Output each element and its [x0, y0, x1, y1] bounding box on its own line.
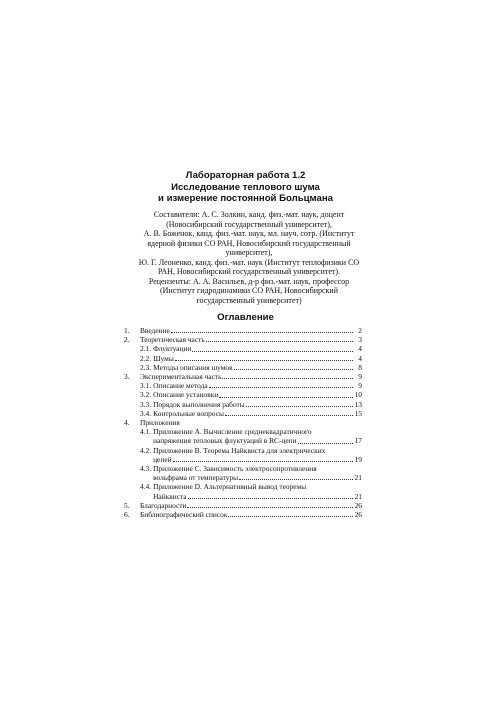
- toc-title-cont: цепей: [153, 454, 172, 464]
- toc-item[interactable]: [124, 446, 362, 464]
- toc-item[interactable]: [124, 501, 362, 510]
- toc-item[interactable]: [124, 510, 362, 519]
- toc-item[interactable]: [124, 409, 362, 418]
- toc-number: 2.: [124, 335, 130, 345]
- toc-title: Контрольные вопросы: [153, 408, 224, 418]
- toc-page: 9: [358, 381, 362, 391]
- toc-item[interactable]: [124, 418, 362, 427]
- toc-item[interactable]: [124, 363, 362, 372]
- toc-leader: [171, 332, 353, 333]
- toc-number: 3.4.: [140, 408, 152, 418]
- toc-title-cont: напряжения тепловых флуктуаций в RC-цепи: [153, 436, 297, 446]
- toc-item[interactable]: [124, 335, 362, 344]
- toc-page: 21: [354, 473, 362, 483]
- toc-page: 15: [354, 408, 362, 418]
- toc-title: Шумы: [153, 353, 174, 363]
- toc-title: Флуктуации: [153, 344, 192, 354]
- toc-page: 13: [354, 399, 362, 409]
- toc-page: 10: [354, 390, 362, 400]
- toc-page: 8: [358, 362, 362, 372]
- toc-leader: [209, 387, 353, 388]
- toc-leader: [222, 378, 353, 379]
- author-line: (Новосибирский государственный университет),: [166, 219, 332, 229]
- toc-page: 26: [354, 500, 362, 510]
- toc-page: 9: [358, 372, 362, 382]
- author-line: А. В. Боженок, канд. физ.-мат. наук, мл. науч. сотр. (Институт: [143, 229, 355, 238]
- title-line-2: Исследование теплового шума: [171, 181, 320, 193]
- toc-leader: [206, 341, 353, 342]
- toc-leader: [175, 360, 353, 361]
- toc-title: Приложение A. Вычисление среднеквадратичного: [153, 427, 312, 437]
- toc-title: Методы описания шумов: [153, 362, 233, 372]
- toc-item[interactable]: [124, 400, 362, 409]
- toc-number: 1.: [124, 326, 130, 335]
- author-line: Ю. Г. Леоненко, канд. физ.-мат. наук (Институт теплофизики СО: [138, 257, 360, 267]
- toc-page: 26: [354, 510, 362, 520]
- toc-title: Приложение B. Теорема Найквиста для электрических: [153, 445, 326, 455]
- author-line: РАН, Новосибирский государственный университет).: [157, 267, 341, 276]
- toc-number: 4.: [124, 418, 130, 428]
- toc-item[interactable]: [124, 464, 362, 482]
- toc-title: Описание метода: [153, 381, 208, 391]
- toc-number: 4.2.: [140, 445, 152, 455]
- reviewer-line: Рецензенты: А. А. Васильев, д-р физ.-мат. наук, профессор: [148, 276, 350, 286]
- reviewer-line: (Институт гидродинамики СО РАН, Новосибирский: [159, 286, 338, 295]
- toc-item[interactable]: [124, 390, 362, 399]
- toc-title: Библиографический список: [140, 510, 228, 520]
- toc-number: 6.: [124, 510, 130, 520]
- toc-number: 3.: [124, 372, 130, 382]
- toc-item[interactable]: [124, 354, 362, 363]
- toc-number: 2.2.: [140, 353, 152, 363]
- toc-page: 4: [358, 353, 362, 363]
- toc-leader: [188, 498, 353, 499]
- toc-leader: [298, 443, 353, 444]
- toc-leader: [234, 369, 353, 370]
- toc-number: 4.1.: [140, 427, 152, 437]
- toc-title: Приложение C. Зависимость электросопротивления: [153, 464, 317, 474]
- title-block: [0, 170, 491, 205]
- title-line-1: Лабораторная работа 1.2: [185, 170, 306, 181]
- toc-title: Теоретическая часть: [140, 335, 205, 345]
- toc-leader: [228, 516, 353, 517]
- toc-leader: [239, 479, 353, 480]
- reviewer-line: государственный университет): [196, 295, 302, 305]
- toc-heading: Оглавление: [217, 312, 274, 323]
- toc-title: Порядок выполнения работы: [153, 399, 245, 409]
- toc-title: Приложение D. Альтернативный вывод теоремы: [153, 482, 307, 492]
- author-line: университет),: [225, 248, 273, 257]
- toc-leader: [187, 507, 353, 508]
- toc-title: Приложения: [140, 418, 180, 428]
- toc-number: 4.4.: [140, 482, 152, 492]
- toc-title: Экспериментальная часть: [140, 372, 222, 382]
- title-line-3: и измерение постоянной Больцмана: [158, 193, 333, 204]
- toc-title: Описание установки: [153, 390, 219, 400]
- toc-page: 2: [358, 326, 362, 335]
- toc-page: 21: [354, 491, 362, 501]
- toc-page: 17: [354, 436, 362, 446]
- toc-title-cont: Найквиста: [153, 491, 187, 501]
- toc-item[interactable]: [124, 372, 362, 381]
- toc-leader: [173, 461, 353, 462]
- toc-number: 4.3.: [140, 464, 152, 474]
- toc-item[interactable]: [124, 482, 362, 500]
- toc-item[interactable]: [124, 427, 362, 445]
- toc-item[interactable]: [124, 326, 362, 335]
- toc-leader: [219, 397, 353, 398]
- authors-block: [125, 210, 373, 305]
- toc-number: 3.3.: [140, 399, 152, 409]
- toc-number: 3.2.: [140, 390, 152, 400]
- author-line: Составители: А. С. Золкин, канд. физ.-мат. наук, доцент: [153, 210, 345, 219]
- toc-page: 4: [358, 344, 362, 354]
- toc-title-cont: вольфрама от температуры: [153, 473, 239, 483]
- toc-item[interactable]: [124, 381, 362, 390]
- toc-number: 2.1.: [140, 344, 152, 354]
- toc-leader: [246, 406, 353, 407]
- author-line: ядерной физики СО РАН, Новосибирский государственный: [147, 238, 351, 248]
- toc-leader: [192, 351, 353, 352]
- toc-leader: [225, 415, 353, 416]
- toc-page: 19: [354, 454, 362, 464]
- toc-number: 3.1.: [140, 381, 152, 391]
- toc-title: Введение: [140, 326, 170, 335]
- toc-number: 2.3.: [140, 362, 152, 372]
- toc-page: 3: [358, 335, 362, 345]
- toc-item[interactable]: [124, 344, 362, 353]
- toc-title: Благодарности: [140, 500, 187, 510]
- table-of-contents: [124, 326, 362, 519]
- toc-number: 5.: [124, 500, 130, 510]
